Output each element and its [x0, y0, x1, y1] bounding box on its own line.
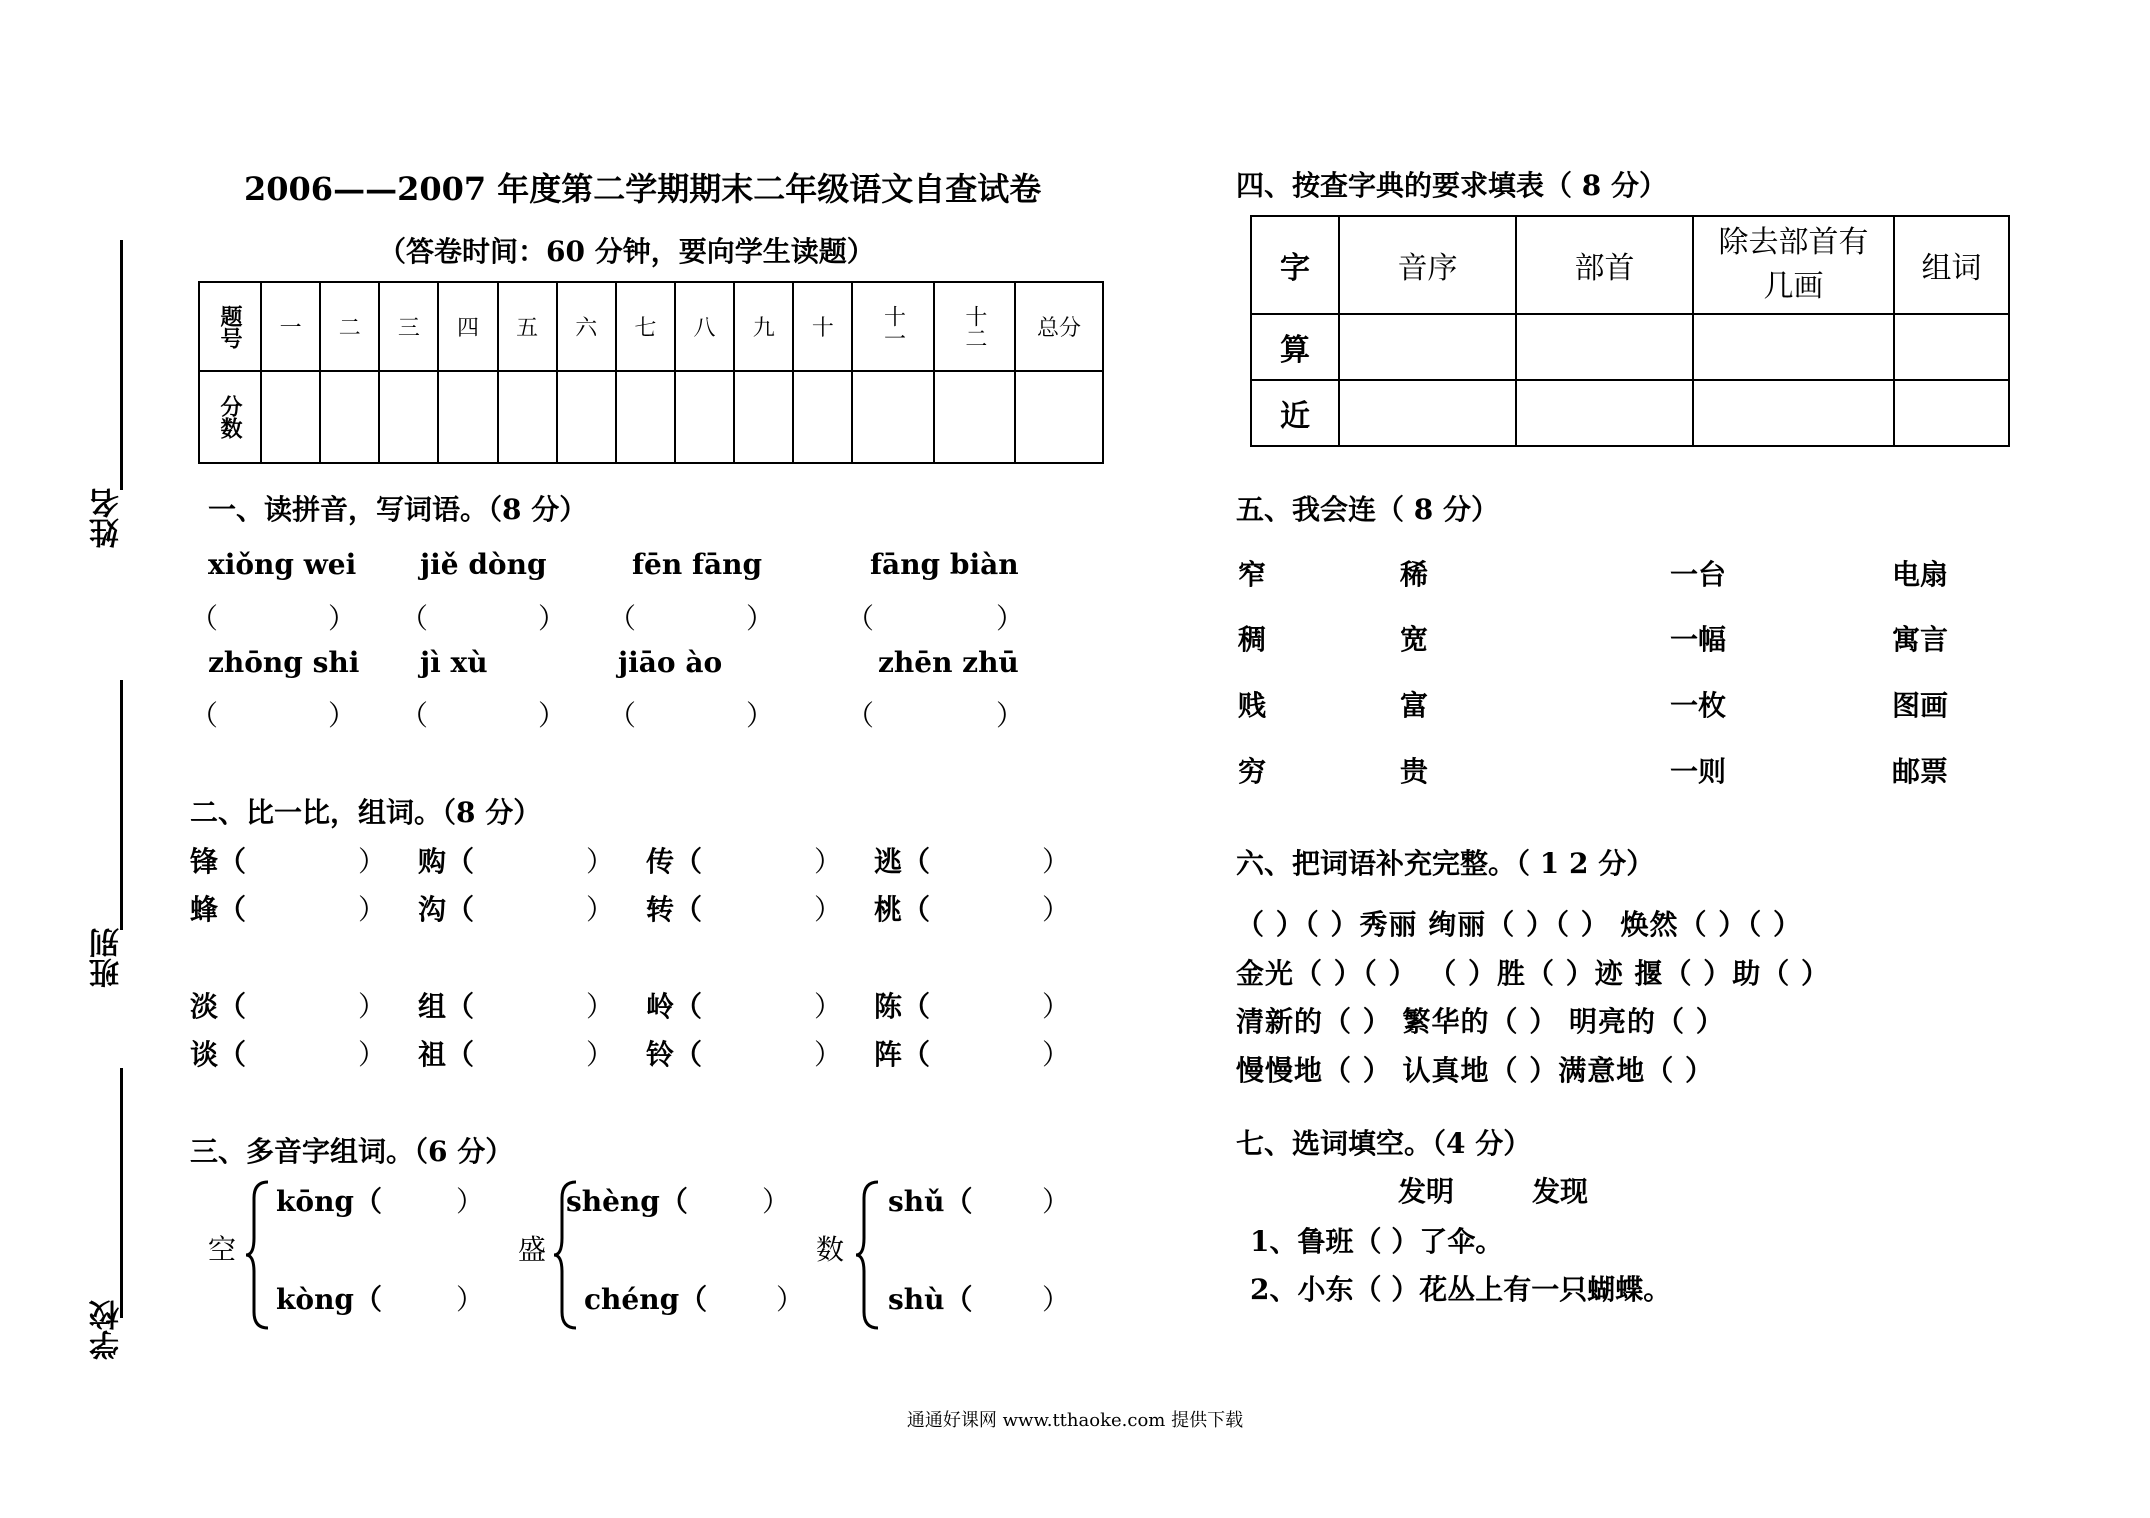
match-item: 电扇	[1892, 558, 1949, 591]
section-3-title: 三、多音字组词。（6 分）	[190, 1135, 514, 1168]
dict-header: 字	[1251, 216, 1339, 314]
compare-paren-open: （	[674, 893, 703, 926]
pinyin-item: fēn fāng	[632, 548, 763, 581]
compare-item	[418, 1033, 474, 1073]
match-item: 宽	[1400, 623, 1429, 656]
compare-char: 谈	[190, 1038, 219, 1071]
compare-char: 锋	[190, 845, 219, 878]
answer-paren-open: （	[846, 602, 875, 635]
match-item: 一台	[1670, 558, 1727, 591]
score-cell[interactable]	[498, 371, 557, 463]
compare-item	[646, 985, 702, 1025]
answer-paren-open: （	[400, 602, 429, 635]
score-cell[interactable]	[852, 371, 933, 463]
polyphone-char: 空	[208, 1233, 237, 1266]
score-col-header: 二	[320, 282, 379, 371]
dict-cell[interactable]	[1693, 380, 1894, 446]
score-col-header: 九	[734, 282, 793, 371]
answer-paren-open: （	[400, 699, 429, 732]
polyphone-paren-close: ）	[1042, 1185, 1071, 1218]
match-item: 一枚	[1670, 689, 1727, 722]
polyphone-pinyin: chéng	[584, 1283, 680, 1316]
compare-paren-open: （	[674, 990, 703, 1023]
score-cell[interactable]	[793, 371, 852, 463]
dict-cell[interactable]	[1693, 314, 1894, 380]
pinyin-item: jiāo ào	[618, 646, 723, 679]
score-col-header: 总分	[1015, 282, 1103, 371]
dict-cell[interactable]	[1516, 314, 1693, 380]
polyphone-paren-close: ）	[776, 1283, 805, 1316]
answer-paren-close: ）	[996, 699, 1025, 732]
dict-cell[interactable]	[1894, 314, 2009, 380]
compare-paren-close: ）	[586, 845, 615, 878]
compare-char: 淡	[190, 990, 219, 1023]
compare-paren-open: （	[446, 845, 475, 878]
section-1-title: 一、读拼音，写词语。（8 分）	[208, 493, 588, 526]
compare-paren-close: ）	[358, 893, 387, 926]
compare-paren-open: （	[902, 990, 931, 1023]
polyphone-item	[276, 1278, 382, 1318]
polyphone-paren-close: ）	[1042, 1283, 1071, 1316]
fill-line: 清新的（ ） 繁华的（ ） 明亮的（ ）	[1236, 1005, 1725, 1038]
fill-line: 慢慢地（ ） 认真地（ ）满意地（ ）	[1236, 1054, 1714, 1087]
compare-item	[874, 1033, 930, 1073]
compare-paren-open: （	[902, 1038, 931, 1071]
match-item: 贵	[1400, 755, 1429, 788]
dict-cell[interactable]	[1339, 314, 1516, 380]
compare-paren-open: （	[674, 1038, 703, 1071]
pinyin-item: xiǒng wei	[208, 548, 357, 581]
polyphone-paren-close: ）	[456, 1283, 485, 1316]
brace-icon	[854, 1178, 882, 1332]
compare-paren-open: （	[902, 845, 931, 878]
score-cell[interactable]	[734, 371, 793, 463]
answer-paren-close: ）	[328, 699, 357, 732]
match-item: 富	[1400, 689, 1429, 722]
answer-paren-open: （	[190, 602, 219, 635]
section-6-title: 六、把词语补充完整。（ 1 2 分）	[1236, 847, 1655, 880]
class-line	[120, 680, 123, 930]
score-cell[interactable]	[675, 371, 734, 463]
school-label: 学校	[90, 1300, 125, 1360]
compare-paren-close: ）	[814, 1038, 843, 1071]
compare-char: 沟	[418, 893, 447, 926]
answer-paren-close: ）	[746, 699, 775, 732]
dictionary-table	[1250, 215, 2010, 447]
compare-char: 传	[646, 845, 675, 878]
word-option: 发明	[1398, 1175, 1455, 1208]
footer-credit: 通通好课网 www.tthaoke.com 提供下载	[906, 1410, 1244, 1431]
brace-icon	[244, 1178, 272, 1332]
score-cell[interactable]	[438, 371, 497, 463]
match-item: 一则	[1670, 755, 1727, 788]
match-item: 稠	[1238, 623, 1267, 656]
compare-paren-close: ）	[586, 990, 615, 1023]
dict-cell[interactable]	[1516, 380, 1693, 446]
compare-paren-close: ）	[814, 893, 843, 926]
dict-header: 除去部首有几画	[1693, 216, 1894, 314]
compare-paren-open: （	[218, 1038, 247, 1071]
polyphone-paren-open: （	[944, 1185, 973, 1218]
compare-paren-open: （	[674, 845, 703, 878]
score-col-header: 十	[793, 282, 852, 371]
name-line	[120, 240, 123, 490]
section-7-title: 七、选词填空。（4 分）	[1236, 1127, 1532, 1160]
compare-item	[190, 985, 246, 1025]
answer-paren-open: （	[190, 699, 219, 732]
score-col-header: 八	[675, 282, 734, 371]
compare-char: 购	[418, 845, 447, 878]
compare-paren-open: （	[902, 893, 931, 926]
score-col-header: 七	[616, 282, 675, 371]
score-cell[interactable]	[379, 371, 438, 463]
polyphone-item	[888, 1180, 973, 1220]
compare-item	[190, 888, 246, 928]
polyphone-item	[888, 1278, 973, 1318]
pinyin-item: fāng biàn	[870, 548, 1019, 581]
answer-paren-open: （	[608, 699, 637, 732]
compare-item	[646, 840, 702, 880]
compare-item	[874, 840, 930, 880]
polyphone-pinyin: kōng	[276, 1185, 355, 1218]
page-title: 2006——2007 年度第二学期期末二年级语文自查试卷	[244, 170, 1042, 208]
class-label: 班别	[90, 928, 125, 988]
match-item: 邮票	[1892, 755, 1949, 788]
compare-item	[190, 840, 246, 880]
compare-paren-open: （	[218, 893, 247, 926]
compare-char: 祖	[418, 1038, 447, 1071]
pinyin-item: jì xù	[420, 646, 488, 679]
compare-paren-close: ）	[1042, 990, 1071, 1023]
compare-paren-close: ）	[358, 990, 387, 1023]
compare-item	[646, 888, 702, 928]
polyphone-paren-close: ）	[456, 1185, 485, 1218]
polyphone-pinyin: shǔ	[888, 1185, 945, 1218]
compare-paren-close: ）	[814, 990, 843, 1023]
pinyin-item: zhēn zhū	[878, 646, 1019, 679]
answer-paren-open: （	[608, 602, 637, 635]
polyphone-paren-open: （	[679, 1283, 708, 1316]
compare-paren-open: （	[446, 893, 475, 926]
polyphone-pinyin: kòng	[276, 1283, 355, 1316]
polyphone-paren-open: （	[944, 1283, 973, 1316]
dict-cell[interactable]	[1339, 380, 1516, 446]
dict-header: 音序	[1339, 216, 1516, 314]
score-cell[interactable]	[616, 371, 675, 463]
compare-item	[646, 1033, 702, 1073]
compare-char: 阵	[874, 1038, 903, 1071]
compare-char: 陈	[874, 990, 903, 1023]
compare-paren-close: ）	[586, 893, 615, 926]
dict-header: 组词	[1894, 216, 2009, 314]
word-option: 发现	[1532, 1175, 1589, 1208]
compare-paren-close: ）	[1042, 1038, 1071, 1071]
polyphone-paren-close: ）	[762, 1185, 791, 1218]
compare-char: 逃	[874, 845, 903, 878]
score-col-header: 六	[557, 282, 616, 371]
match-item: 穷	[1238, 755, 1267, 788]
compare-paren-open: （	[218, 845, 247, 878]
match-item: 图画	[1892, 689, 1949, 722]
compare-char: 蜂	[190, 893, 219, 926]
score-col-header: 五	[498, 282, 557, 371]
polyphone-paren-open: （	[659, 1185, 688, 1218]
answer-paren-close: ）	[328, 602, 357, 635]
score-cell[interactable]	[261, 371, 320, 463]
compare-char: 铃	[646, 1038, 675, 1071]
compare-paren-open: （	[446, 1038, 475, 1071]
compare-paren-close: ）	[358, 845, 387, 878]
dict-row-char: 近	[1251, 380, 1339, 446]
compare-paren-close: ）	[586, 1038, 615, 1071]
answer-paren-close: ）	[746, 602, 775, 635]
score-col-header: 一	[261, 282, 320, 371]
score-cell[interactable]	[1015, 371, 1103, 463]
score-col-header: 十二	[934, 282, 1015, 371]
section-2-title: 二、比一比，组词。（8 分）	[190, 796, 542, 829]
match-item: 窄	[1238, 558, 1267, 591]
compare-item	[418, 840, 474, 880]
answer-paren-close: ）	[996, 602, 1025, 635]
dict-header: 部首	[1516, 216, 1693, 314]
score-row-label-number: 题号	[199, 282, 261, 371]
fill-line: （ ）（ ）秀丽 绚丽（ ）（ ） 焕然（ ）（ ）	[1236, 908, 1802, 941]
match-item: 寓言	[1892, 623, 1949, 656]
name-label: 姓名	[90, 488, 125, 548]
compare-char: 组	[418, 990, 447, 1023]
dict-cell[interactable]	[1894, 380, 2009, 446]
polyphone-char: 盛	[518, 1233, 547, 1266]
question-1: 1、鲁班（ ）了伞。	[1250, 1225, 1504, 1258]
compare-char: 转	[646, 893, 675, 926]
score-table	[198, 281, 1104, 464]
compare-item	[874, 888, 930, 928]
answer-paren-open: （	[846, 699, 875, 732]
polyphone-item	[566, 1180, 688, 1220]
polyphone-item	[584, 1278, 707, 1318]
page-subtitle: （答卷时间：60 分钟，要向学生读题）	[378, 235, 875, 268]
compare-paren-close: ）	[1042, 845, 1071, 878]
match-item: 一幅	[1670, 623, 1727, 656]
compare-paren-close: ）	[358, 1038, 387, 1071]
score-row-label-score: 分数	[199, 371, 261, 463]
question-2: 2、小东（ ）花丛上有一只蝴蝶。	[1250, 1273, 1672, 1306]
compare-item	[190, 1033, 246, 1073]
polyphone-paren-open: （	[354, 1185, 383, 1218]
pinyin-item: jiě dòng	[420, 548, 547, 581]
answer-paren-close: ）	[538, 602, 567, 635]
score-col-header: 三	[379, 282, 438, 371]
polyphone-pinyin: shèng	[566, 1185, 660, 1218]
polyphone-char: 数	[816, 1233, 845, 1266]
score-cell[interactable]	[934, 371, 1015, 463]
compare-item	[418, 985, 474, 1025]
match-item: 贱	[1238, 689, 1267, 722]
score-col-header: 十一	[852, 282, 933, 371]
compare-item	[874, 985, 930, 1025]
school-line	[120, 1068, 123, 1318]
score-col-header: 四	[438, 282, 497, 371]
answer-paren-close: ）	[538, 699, 567, 732]
fill-line: 金光（ ）（ ） （ ）胜（ ）迹 揠（ ）助（ ）	[1236, 957, 1830, 990]
compare-char: 桃	[874, 893, 903, 926]
section-5-title: 五、我会连（ 8 分）	[1236, 493, 1499, 526]
pinyin-item: zhōng shi	[208, 646, 360, 679]
score-cell[interactable]	[557, 371, 616, 463]
polyphone-item	[276, 1180, 382, 1220]
section-4-title: 四、按查字典的要求填表（ 8 分）	[1236, 169, 1667, 202]
compare-paren-open: （	[218, 990, 247, 1023]
score-cell[interactable]	[320, 371, 379, 463]
compare-item	[418, 888, 474, 928]
polyphone-pinyin: shù	[888, 1283, 945, 1316]
dict-row-char: 算	[1251, 314, 1339, 380]
compare-paren-open: （	[446, 990, 475, 1023]
match-item: 稀	[1400, 558, 1429, 591]
compare-paren-close: ）	[814, 845, 843, 878]
compare-paren-close: ）	[1042, 893, 1071, 926]
polyphone-paren-open: （	[354, 1283, 383, 1316]
compare-char: 岭	[646, 990, 675, 1023]
